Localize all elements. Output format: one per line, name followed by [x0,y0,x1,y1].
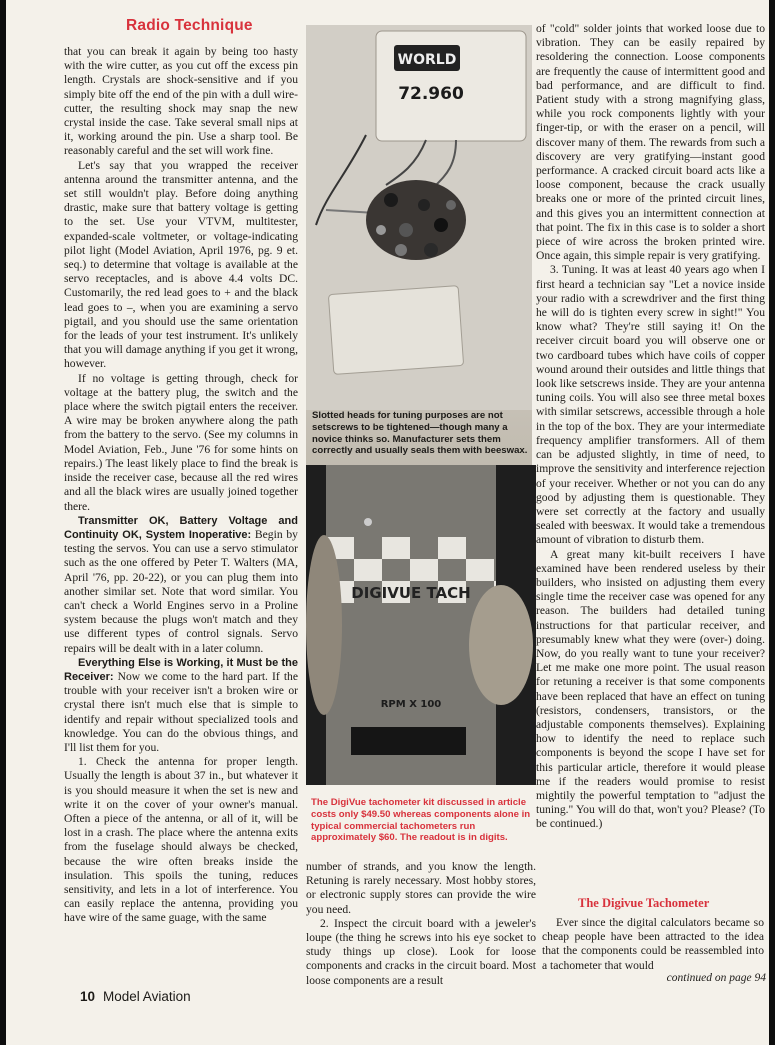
run-in-heading: Everything Else is Working, it Must be the Receiver: [64,656,298,683]
tachometer-illustration [306,465,536,785]
continued-note: continued on page 94 [666,972,766,984]
paragraph: Let's say that you wrapped the receiver antenna around the transmitter antenna, and the set still wouldn't play. Before doing anything drastic, make sure that battery voltage is getting to the set. Use your VTVM, multitester, expanded-scale voltmeter, or voltage-indicating pilot light (Model Aviation, April 1976, pg. 9 et. seq.) to determine that voltage is available at the servo receptacles, and is above 4.4 volts DC. Customarily, the red lead goes to + and the black lead goes to –, when you are examining a servo pigtail, and you should use the same orientation for the leads of your test instrument. It's unlikely that you will damage anything if you get it wrong, however. [64,158,298,371]
paragraph: Ever since the digital calculators became so cheap people have been attracted to the idea that the components could be reassembled into a tachometer that would [542,916,764,972]
paragraph: that you can break it again by being too hasty with the wire cutter, as you cut off the excess pin length. Crystals are shock-sensitive and if you simply bite off the end of the pin with a dull wire-cutter, the resulting shock may snap the new crystal inside the case. Take several small nips at it, working around the pin. Use a sharp tool. Be reasonably careful and the set will work fine. [64,45,298,158]
paragraph: of "cold" solder joints that worked loose due to vibration. They can be easily repaired by resoldering the connection. Loose components are frequently the cause of intermittent good and bad performance, and are difficult to find. Patient study with a strong magnifying glass, while you rock components lightly with your finger-tip, or with the eraser on a pencil, will discover many of them. The rewards from such a discovery are very gratifying—instant good performance. A cracked circuit board acts like a loose component, because the crack usually breaks one or more of the printed circuit lines, and this gives you an intermittent connection at that point. The fix in this case is to solder a short piece of wire across the broken printed wire. Once again, this simple repair is very gratifying. [536,22,765,263]
battery-pack [328,286,463,375]
paragraph: number of strands, and you know the length. Retuning is rarely necessary. Most hobby stores, or electronic supply stores can provide the wire you need. [306,860,536,916]
paragraph: 3. Tuning. It was at least 40 years ago when I first heard a technician say "Let a novice inside your radio with a screwdriver and the first thing he will do is tighten every screw in sight!" You know what? They're still saying it! On the receiver circuit board you will observe one or two cardboard tubes which have coils of copper wound around their outsides and little things that look like setscrews inside. They are your antenna tuning coils. You will also see three metal boxes with similar setscrews, accessible through a hole in the top of the box. They are your intermediate frequency amplifier transformers. All of them can be adjusted slightly, in time of need, to improve the sensitivity and interference rejection of your receiver. Whether or not you can do any good by adjusting them is questionable. They were set correctly at the factory and usually sealed with beeswax. It would take a tremendous amount of vibration to disturb them. [536,263,765,547]
paragraph-body: Now we come to the hard part. If the trouble with your receiver isn't a broken wire or crystal there isn't much else that is simple to identify and repair without specialized tools and knowledge. You can do the obvious things, and I'll list them for you. [64,669,298,754]
paragraph: 2. Inspect the circuit board with a jeweler's loupe (the thing he screws into his eye socket to study things up close). Look for loose components and cracks in the circuit board. Most loose components are a result [306,916,536,987]
magazine-name: Model Aviation [103,989,191,1004]
subheading: The Digivue Tachometer [578,896,710,910]
digit-readout [351,727,466,755]
frequency-label: 72.960 [398,84,464,104]
column-3-tach [542,916,764,996]
magazine-page [6,0,769,1045]
paragraph: 1. Check the antenna for proper length. Usually the length is about 37 in., but whatever it is you should measure it when the set is new and write it on the cover of your owner's manual. Often a piece of the antenna, or all of it, will be lost in a crash. The place where the antenna exits from the fuselage should always be checked, because the wire often breaks inside the insulation. This spoils the tuning, reduces sensitivity, and lets in a lot of interference. You can easily replace the antenna, providing you have wire of the same guage, with the same [64,755,298,925]
tachometer-photo [306,465,536,785]
tach-scale: RPM X 100 [380,699,442,710]
brand-label: WORLD [397,52,457,68]
column-1 [64,45,298,985]
section-header: Radio Technique [126,17,253,34]
page-edge-right [769,0,775,1045]
paragraph-body: Begin by testing the servos. You can use a servo stimulator such as the one offered by Peter T. Walters (MA, April '76, pp. 20-22), or you can plug them into another similar set. Note that word similar. You can't check a World Engines servo in a Proline system because the plugs won't match and they use different types of control signals. Servo repairs will be dealt with in a later column. [64,527,298,655]
paragraph [64,656,298,755]
page-number: 10 [80,989,96,1004]
photo-caption-1: Slotted heads for tuning purposes are not setscrews to be tightened—though many a novice thinks so. Manufacturer sets them correctly and usually seals them with beeswax. [312,410,528,457]
paragraph: If no voltage is getting through, check for voltage at the battery plug, the switch and the place where the switch pigtail enters the receiver. A wire may be broken anywhere along the path from the battery to the servo. (See my columns in Model Aviation, Feb., June '76 for some hints on repairs.) The least likely place to find the break is inside the receiver case, because all the red wires and all the black wires are usually joined together there. [64,371,298,513]
photo-caption-2: The DigiVue tachometer kit discussed in article costs only $49.50 whereas components alone in typical commercial tachometers run approximately $60. The readout is in digits. [311,797,531,844]
paragraph [64,514,298,656]
column-3 [536,22,765,872]
receiver-illustration [306,25,532,410]
paragraph: A great many kit-built receivers I have examined have been rendered useless by their builders, who insisted on adjusting them every single time the receiver case was opened for any reason. The builders had detailed tuning instructions for that particular receiver, and presumably knew what they were (over-) doing. Now, do you really want to tune your receiver? Let me make one more point. The usual reason for retuning a receiver is that some components have been replaced that have an effect on tuning (resistors, condensers, transistors, or the adjustable components themselves). Explaining how to identify the need to replace such components is beyond the scope I have set for this particular article, therefore it would please me if the readers would promise to resist mightily the powerful temptation to "adjust the tuning." You will do that, won't you? Please? (To be continued.) [536,547,765,831]
column-2 [306,860,536,987]
circuit-components [366,180,466,260]
tach-brand: DIGIVUE TACH [351,584,471,602]
page-footer [80,989,191,1004]
run-in-heading: Transmitter OK, Battery Voltage and Continuity OK, System Inoperative: [64,514,298,541]
